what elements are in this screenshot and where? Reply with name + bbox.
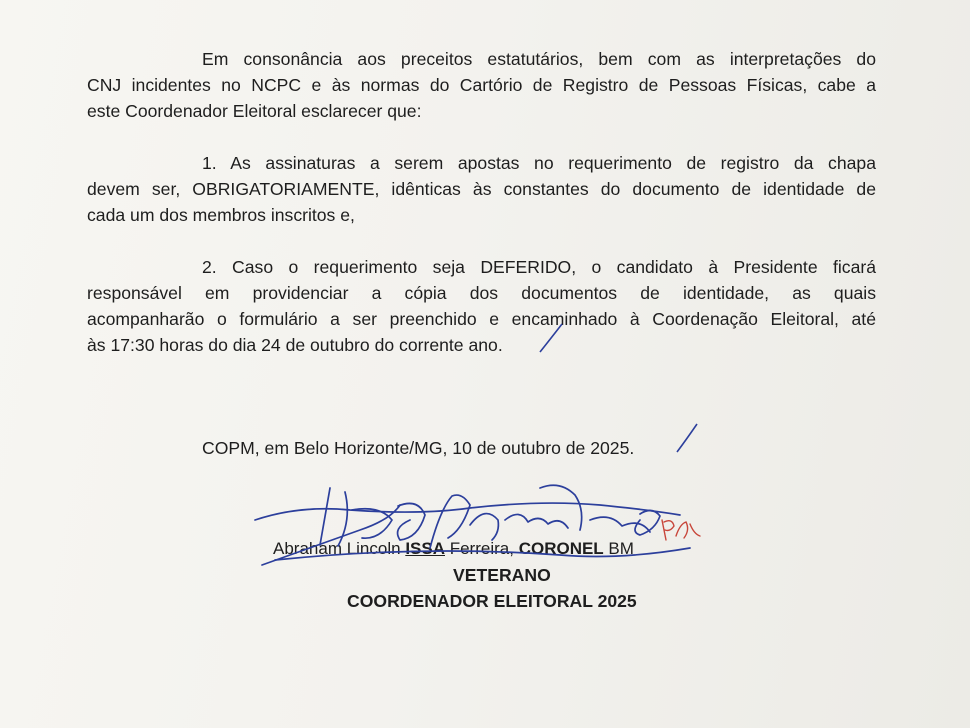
intro-line-3: este Coordenador Eleitoral esclarecer que: <box>87 101 422 121</box>
signatory-rank: CORONEL <box>518 539 604 558</box>
signatory-name-emphasis: ISSA <box>405 539 445 558</box>
intro-line-1: Em consonância aos preceitos estatutários, bem com as interpretações do <box>202 49 876 69</box>
signatory-rank-suffix: BM <box>603 539 634 558</box>
item-2-line-4: às 17:30 horas do dia 24 de outubro do corrente ano. <box>87 335 503 355</box>
item-1-line-1: 1. As assinaturas a serem apostas no requerimento de registro da chapa <box>202 153 876 173</box>
signatory-name-prefix: Abraham Lincoln <box>273 539 406 558</box>
item-2-line-2: responsável em providenciar a cópia dos documentos de identidade, as quais <box>87 283 876 303</box>
item-1-paragraph <box>87 150 876 228</box>
item-1-line-2: devem ser, OBRIGATORIAMENTE, idênticas às constantes do documento de identidade de <box>87 179 876 199</box>
signatory-name <box>273 539 634 559</box>
signatory-title-veterano: VETERANO <box>453 565 551 585</box>
place-date-line: COPM, em Belo Horizonte/MG, 10 de outubro de 2025. <box>202 438 635 458</box>
checkmark-end-of-dateline <box>677 424 697 452</box>
intro-paragraph <box>87 46 876 124</box>
item-1-line-3: cada um dos membros inscritos e, <box>87 205 355 225</box>
item-2-line-1: 2. Caso o requerimento seja DEFERIDO, o candidato à Presidente ficará <box>202 257 876 277</box>
item-2-line-3: acompanharão o formulário a ser preenchido e encaminhado à Coordenação Eleitoral, até <box>87 309 876 329</box>
signatory-name-middle: Ferreira, <box>445 539 519 558</box>
intro-line-2: CNJ incidentes no NCPC e às normas do Cartório de Registro de Pessoas Físicas, cabe a <box>87 75 876 95</box>
signatory-title-coordinator: COORDENADOR ELEITORAL 2025 <box>347 591 637 611</box>
item-2-paragraph <box>87 254 876 358</box>
red-initials <box>662 520 700 540</box>
